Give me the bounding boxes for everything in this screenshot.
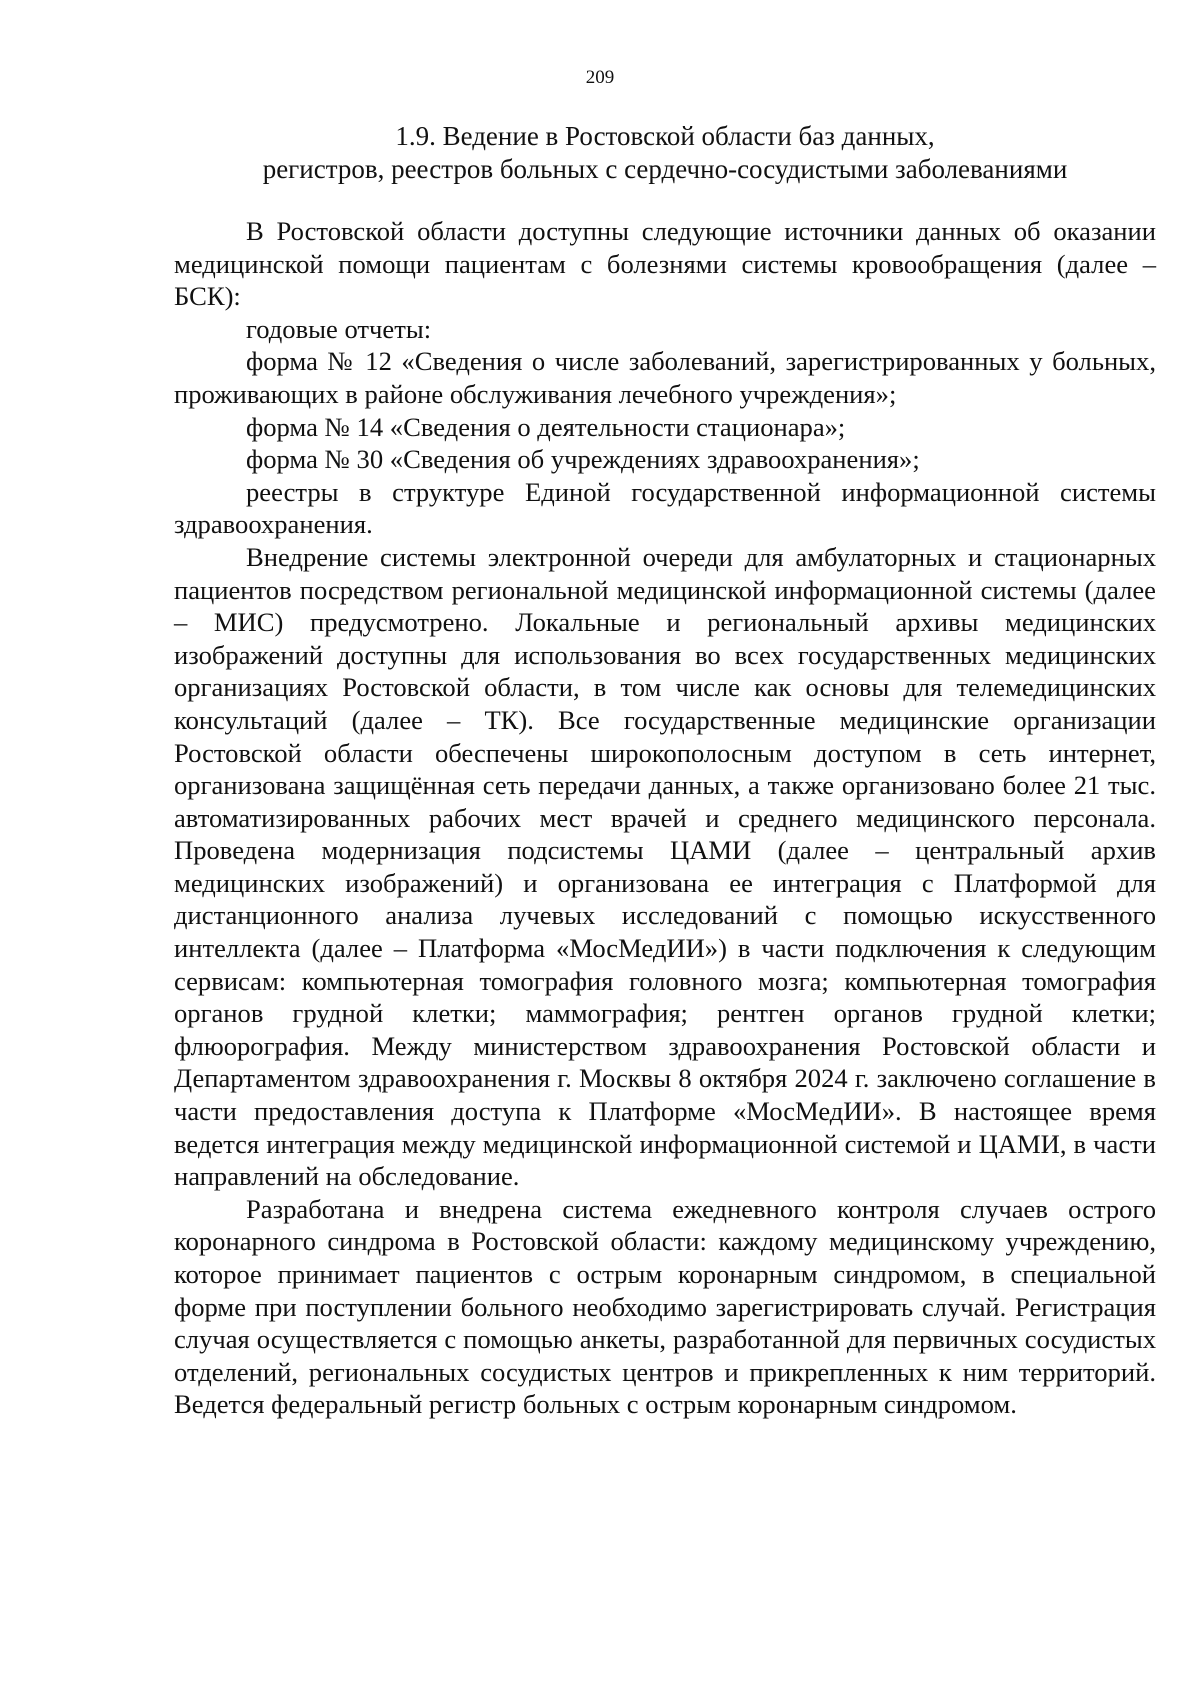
paragraph-form-12: форма № 12 «Сведения о числе заболеваний, зарегистрированных у больных, проживающих в районе обслуживания лечебного учреждения»;: [174, 346, 1156, 409]
document-body: [174, 215, 1156, 1421]
paragraph-registries: реестры в структуре Единой государственной информационной системы здравоохранения.: [174, 476, 1156, 540]
paragraph-form-14: форма № 14 «Сведения о деятельности стационара»;: [246, 411, 846, 442]
paragraph-data-sources: В Ростовской области доступны следующие источники данных об оказании медицинской помощи пациентам с болезнями системы кровообращения (далее – БСК):: [174, 216, 1156, 312]
section-title-line-2: регистров, реестров больных с сердечно-сосудистыми заболеваниями: [262, 154, 1068, 184]
paragraph-electronic-queue: Внедрение системы электронной очереди для амбулаторных и стационарных пациентов посредством региональной медицинской информационной системы (далее – МИС) предусмотрено. Локальные и региональный архивы медицинских изображений доступны для использования во всех государственных медицинских организациях Ростовской области, в том числе как основы для телемедицинских консультаций (далее – ТК). Все государственные медицинские организации Ростовской области обеспечены широкополосным доступом в сеть интернет, организована защищённая сеть передачи данных, а также организовано более 21 тыс. автоматизированных рабочих мест врачей и среднего медицинского персонала. Проведена модернизация подсистемы ЦАМИ (далее – центральный архив медицинских изображений) и организована ее интеграция с Платформой для дистанционного анализа лучевых исследований с помощью искусственного интеллекта (далее – Платформа «МосМедИИ») в части подключения к следующим сервисам: компьютерная томография головного мозга; компьютерная томография органов грудной клетки; маммография; рентген органов грудной клетки; флюорография. Между министерством здравоохранения Ростовской области и Департаментом здравоохранения г. Москвы 8 октября 2024 г. заключено соглашение в части предоставления доступа к Платформе «МосМедИИ». В настоящее время ведется интеграция между медицинской информационной системой и ЦАМИ, в части направлений на обследование.: [174, 541, 1156, 1192]
paragraph-annual-reports: годовые отчеты:: [246, 313, 432, 344]
paragraph-form-30: форма № 30 «Сведения об учреждениях здравоохранения»;: [246, 444, 920, 475]
page-number: 209: [585, 67, 615, 88]
section-title: [174, 120, 1156, 186]
section-title-line-1: 1.9. Ведение в Ростовской области баз данных,: [395, 121, 935, 151]
paragraph-acs-control: Разработана и внедрена система ежедневного контроля случаев острого коронарного синдрома в Ростовской области: каждому медицинскому учреждению, которое принимает пациентов с острым коронарным синдромом, в специальной форме при поступлении больного необходимо зарегистрировать случай. Регистрация случая осуществляется с помощью анкеты, разработанной для первичных сосудистых отделений, региональных сосудистых центров и прикрепленных к ним территорий. Ведется федеральный регистр больных с острым коронарным синдромом.: [174, 1193, 1156, 1420]
